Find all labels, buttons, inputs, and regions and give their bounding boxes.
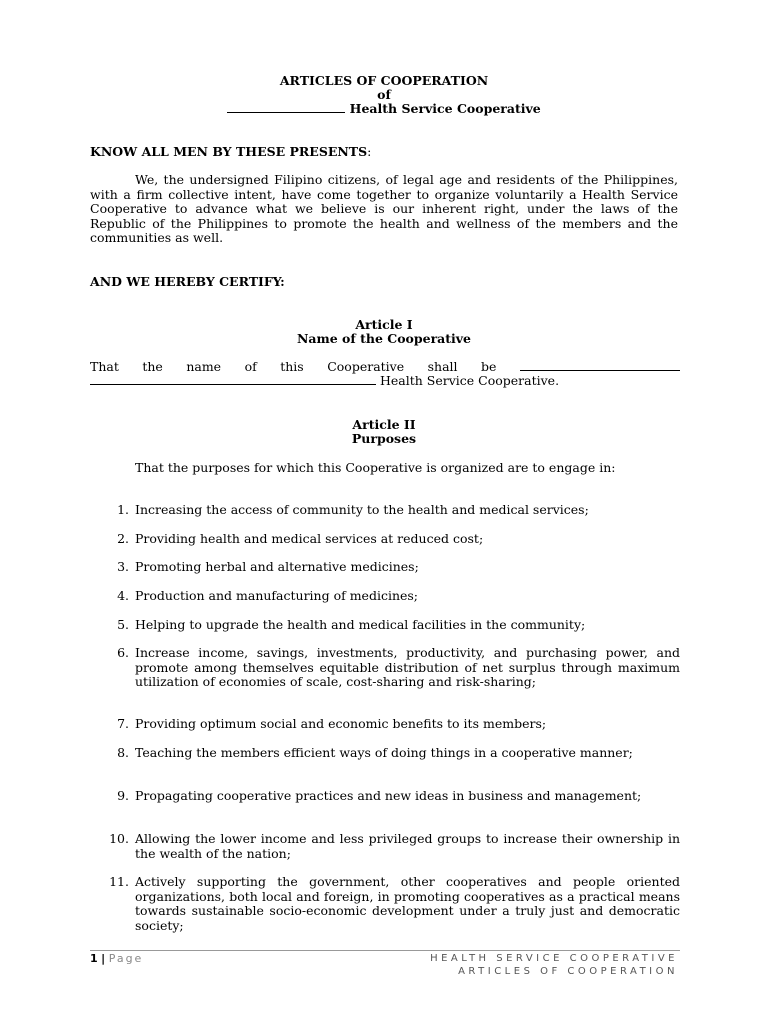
intro-heading-colon: :	[367, 144, 372, 159]
document-title: ARTICLES OF COOPERATION	[279, 73, 489, 88]
page-label: Page	[108, 952, 144, 965]
cooperative-name-blank	[227, 102, 345, 113]
list-item-number: 2.	[117, 531, 129, 546]
article1-word: shall	[427, 359, 458, 374]
article1-word: of	[244, 359, 257, 374]
article2-title: Purposes	[351, 431, 417, 446]
intro-heading	[90, 145, 371, 160]
article2-number: Article II	[352, 417, 416, 432]
footer-line-2: ARTICLES OF COOPERATION	[458, 966, 678, 977]
list-item-text: Production and manufacturing of medicines;	[135, 588, 419, 603]
article1-title: Name of the Cooperative	[296, 331, 472, 346]
list-item-text: Propagating cooperative practices and new ideas in business and management;	[135, 788, 642, 803]
list-item	[90, 503, 680, 518]
list-item-text: Providing optimum social and economic benefits to its members;	[135, 716, 547, 731]
list-item-text: Actively supporting the government, other cooperatives and people oriented organizations, both local and foreign, in promoting cooperatives as a practical means towards sustainable socio-economic development under a truly just and democratic society;	[135, 874, 680, 933]
list-item-text: Increasing the access of community to the health and medical services;	[135, 502, 589, 517]
list-item-number: 4.	[117, 588, 129, 603]
document-subtitle	[0, 102, 768, 117]
list-item	[90, 717, 680, 732]
article1-suffix: Health Service Cooperative.	[379, 373, 560, 388]
list-item-number: 1.	[117, 502, 129, 517]
list-item-number: 10.	[109, 831, 129, 846]
article1-name-blank-2	[90, 374, 376, 385]
footer-page-number	[90, 952, 143, 967]
intro-heading-text: KNOW ALL MEN BY THESE PRESENTS	[90, 144, 368, 159]
article1-word: Cooperative	[327, 359, 405, 374]
article2-intro: That the purposes for which this Cooperative is organized are to engage in:	[135, 460, 616, 475]
article1-name-line-2	[90, 374, 559, 389]
list-item	[90, 618, 680, 633]
list-item	[90, 532, 680, 547]
article1-word: the	[142, 359, 163, 374]
list-item-number: 9.	[117, 788, 129, 803]
list-item-number: 5.	[117, 617, 129, 632]
footer-document-name	[430, 952, 678, 978]
list-item	[90, 746, 680, 761]
footer-line-1: HEALTH SERVICE COOPERATIVE	[430, 953, 678, 964]
article1-word: be	[481, 359, 497, 374]
list-item-number: 8.	[117, 745, 129, 760]
article1-word: this	[280, 359, 304, 374]
list-item	[90, 560, 680, 575]
article1-number: Article I	[355, 317, 413, 332]
page-separator: |	[101, 952, 106, 965]
list-item-number: 6.	[117, 645, 129, 660]
article1-word: name	[186, 359, 222, 374]
list-item-text: Allowing the lower income and less privileged groups to increase their ownership in the wealth of the nation;	[135, 831, 680, 861]
list-item	[90, 589, 680, 604]
list-item-number: 7.	[117, 716, 129, 731]
list-item-text: Teaching the members efficient ways of doing things in a cooperative manner;	[135, 745, 633, 760]
list-item-text: Promoting herbal and alternative medicines;	[135, 559, 419, 574]
list-item-number: 11.	[109, 874, 129, 889]
list-item	[90, 789, 680, 804]
list-item	[90, 646, 680, 690]
list-item-text: Increase income, savings, investments, productivity, and purchasing power, and promote among themselves equitable distribution of net surplus through maximum utilization of economies of scale, cost-sharing and risk-sharing;	[135, 645, 680, 689]
article1-word: That	[90, 359, 119, 374]
certify-heading: AND WE HEREBY CERTIFY:	[90, 274, 285, 289]
page-number: 1	[90, 952, 98, 965]
list-item-text: Helping to upgrade the health and medical facilities in the community;	[135, 617, 586, 632]
list-item	[90, 875, 680, 933]
list-item-number: 3.	[117, 559, 129, 574]
intro-paragraph: We, the undersigned Filipino citizens, of legal age and residents of the Philippines, with a firm collective intent, have come together to organize voluntarily a Health Service Cooperative to advance what we believe is our inherent right, under the laws of the Republic of the Philippines to promote the health and wellness of the members and the communities as well.	[90, 172, 678, 245]
article1-name-blank-1	[520, 360, 680, 371]
document-title-of: of	[377, 87, 391, 102]
footer-divider	[90, 950, 680, 951]
list-item-text: Providing health and medical services at reduced cost;	[135, 531, 484, 546]
list-item	[90, 832, 680, 861]
document-subtitle-text: Health Service Cooperative	[349, 101, 541, 116]
